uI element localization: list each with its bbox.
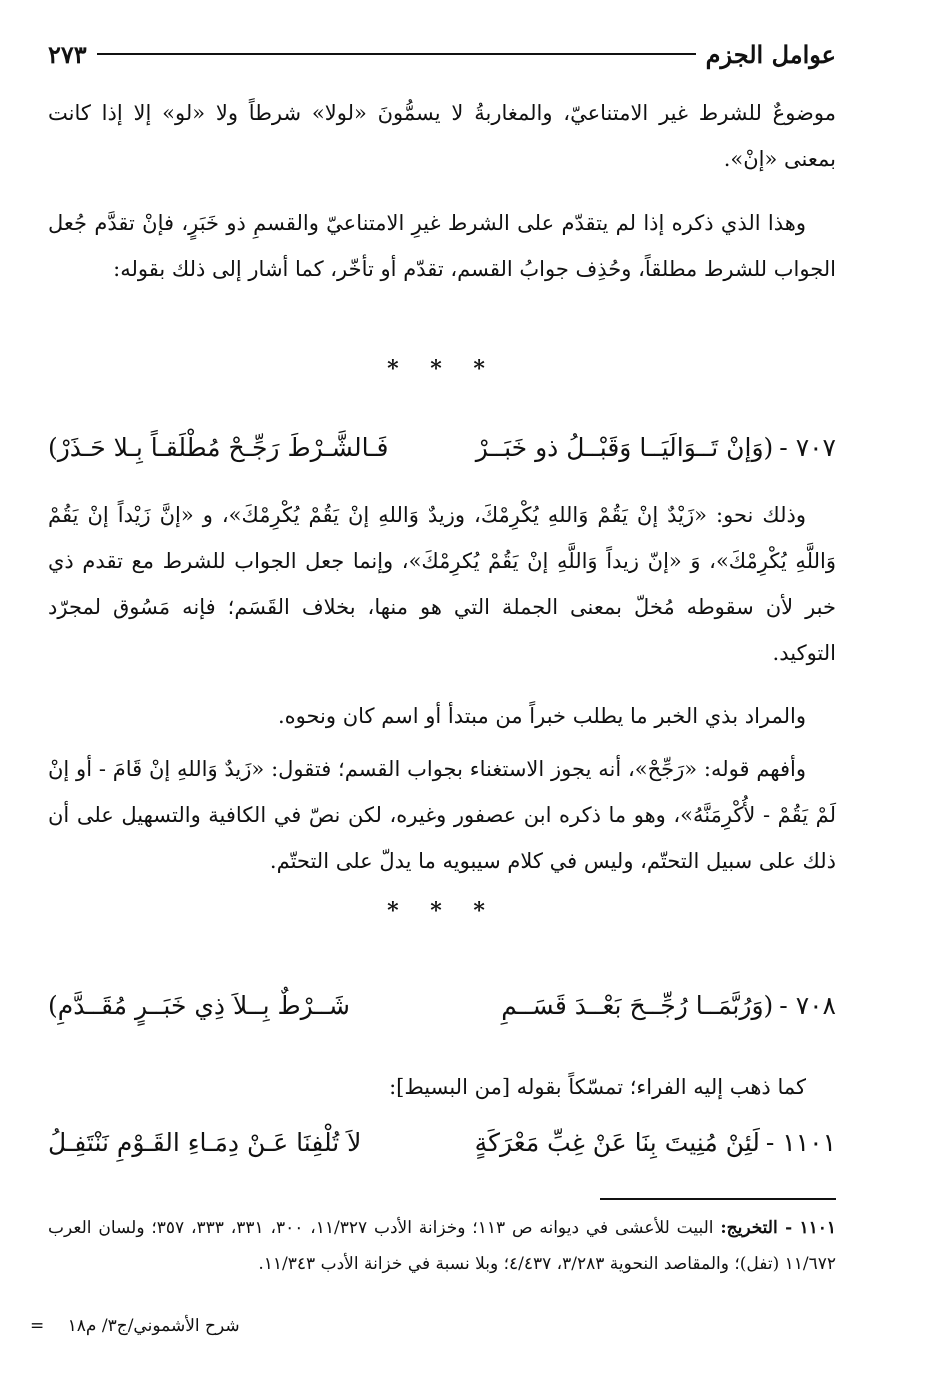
verse-708 <box>48 981 836 1029</box>
page <box>30 28 837 1368</box>
paragraph-4: والمراد بذي الخبر ما يطلب خبراً من مبتدأ أو اسم كان ونحوه. <box>277 704 806 728</box>
verse-first-half: لَئِنْ مُنِيتَ بِنَا عَنْ غِبِّ مَعْرَكَةٍ <box>474 1127 760 1157</box>
footnote-text: البيت للأعشى في ديوانه ص ١١٣؛ وخزانة الأدب ١١/٣٢٧، ٣٠٠، ٣٣١، ٣٣٣، ٣٥٧؛ ولسان العرب ١١/٦٧٢ (تفل)؛ والمقاصد النحوية ٣/٢٨٣، ٤/٤٣٧؛ وبلا نسبة في خزانة الأدب ١١/٣٤٣. <box>48 1218 836 1274</box>
verse-707 <box>48 423 836 471</box>
section-separator: * * * <box>387 898 497 924</box>
verse-number: ٧٠٧ - <box>779 432 836 462</box>
signature-text: شرح الأشموني/ج٣/ م١٨ <box>67 1316 240 1336</box>
verse-first-half: (وَرُبَّمَــا رُجِّــحَ بَعْــدَ قَسَــمِ <box>501 990 774 1020</box>
signature-equals: = <box>30 1316 45 1336</box>
verse-number: ٧٠٨ - <box>779 990 836 1020</box>
chapter-title: عوامل الجزم <box>705 39 836 69</box>
paragraph-5: وأفهم قوله: «رَجِّحْ»، أنه يجوز الاستغناء بجواب القسم؛ فتقول: «زَيدٌ وَاللهِ إنْ قَامَ - أو إنْ لَمْ يَقُمْ - لأُكْرِمَنَّهُ»، وهو ما ذكره ابن عصفور وغيره، لكن نصّ في الكافية والتسهيل على أن ذلك على سبيل التحتّم، وليس في كلام سيبويه ما يدلّ على التحتّم. <box>48 757 836 873</box>
paragraph-3: وذلك نحو: «زَيْدٌ إنْ يَقُمْ وَاللهِ يُكْرِمْكَ، وزيدٌ وَاللهِ إنْ يَقُمْ يُكْرِمْكَ»، و «إنَّ زَيْداً إنْ يَقُمْ وَاللَّهِ يُكْرِمْكَ»، وَ «إنّ زيداً وَاللَّهِ إنْ يَقُمْ يُكرِمْكَ»، وإنما جعل الجواب للشرط مع تقدم ذي خبر لأن سقوطه مُخلّ بمعنى الجملة التي هو منها، بخلاف القَسَم؛ فإنه مَسُوق لمجرّد التوكيد. <box>48 503 836 665</box>
verse-number: ١١٠١ - <box>765 1127 836 1157</box>
page-number: ٢٧٣ <box>48 39 87 69</box>
verse-second-half: شَــرْطٌ بِــلاَ ذِي خَبَــرٍ مُقَــدَّمِ) <box>47 990 350 1020</box>
running-header <box>48 36 836 72</box>
verse-first-half: (وَإنْ تَــوَالَيَــا وَقَبْــلُ ذو خَبَــرْ <box>475 432 774 462</box>
paragraph-6: كما ذهب إليه الفراء؛ تمسّكاً بقوله [من البسيط]: <box>389 1075 806 1099</box>
section-separator: * * * <box>387 356 497 382</box>
signature-mark <box>30 1316 240 1336</box>
verse-1101 <box>48 1118 836 1166</box>
paragraph-1: موضوعٌ للشرط غير الامتناعيّ، والمغاربةُ لا يسمُّونَ «لولا» شرطاً ولا «لو» إلا إذا كانت بمعنى «إنْ». <box>48 101 836 171</box>
footnote <box>48 1210 836 1282</box>
paragraph-2: وهذا الذي ذكره إذا لم يتقدّم على الشرط غيرِ الامتناعيّ والقسمِ ذو خَبَرٍ، فإنْ تقدَّم جُعل الجواب للشرط مطلقاً، وحُذِف جوابُ القسم، تقدّم أو تأخّر، كما أشار إلى ذلك بقوله: <box>48 211 836 281</box>
footnote-label: ١١٠١ - التخريج: <box>720 1218 837 1238</box>
footnote-rule <box>600 1198 836 1200</box>
verse-second-half: فَـالشَّـرْطَ رَجِّـحْ مُطْلَقـاً بِـلا حَـذَرْ) <box>47 432 389 462</box>
header-rule <box>97 53 696 55</box>
verse-second-half: لاَ تُلْفِنَا عَـنْ دِمَـاءِ القَـوْمِ نَنْتَفِـلُ <box>48 1127 362 1157</box>
